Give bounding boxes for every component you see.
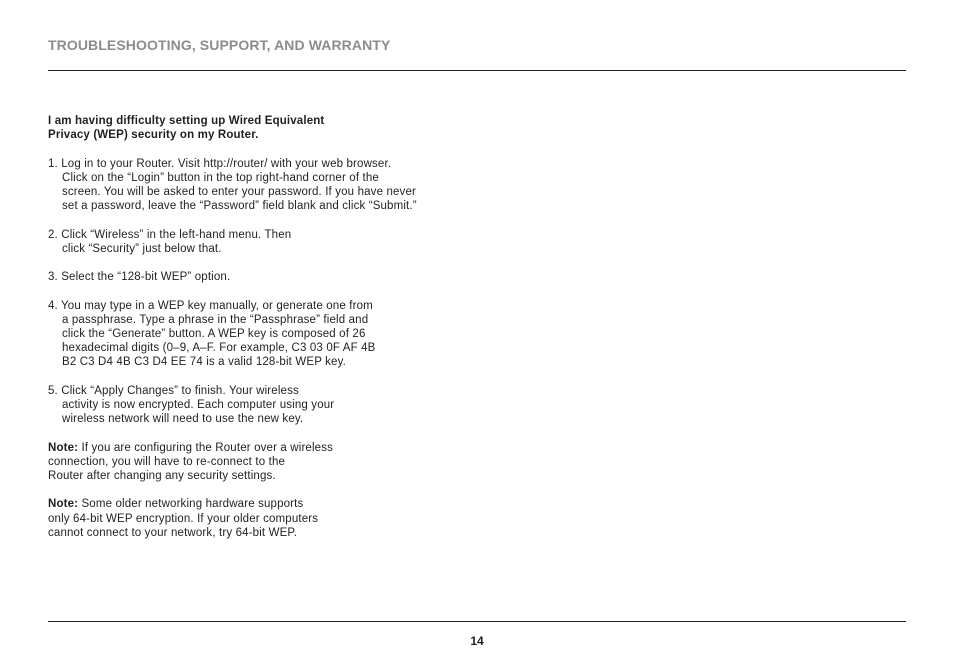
step-text: 3. Select the “128-bit WEP” option. <box>48 271 231 284</box>
step-item <box>48 270 488 284</box>
note-text: If you are configuring the Router over a wireless <box>78 441 334 454</box>
faq-question <box>48 114 488 142</box>
step-item <box>48 299 488 370</box>
note-line <box>48 497 488 511</box>
instruction-steps <box>48 157 488 427</box>
step-text: B2 C3 D4 4B C3 D4 EE 74 is a valid 128-bit WEP key. <box>62 356 346 369</box>
step-item <box>48 228 488 256</box>
step-text: set a password, leave the “Password” field blank and click “Submit.” <box>62 200 417 213</box>
note-line: cannot connect to your network, try 64-bit WEP. <box>48 526 298 539</box>
step-text: activity is now encrypted. Each computer using your <box>62 398 335 411</box>
step-text: 2. Click “Wireless” in the left-hand menu. Then <box>48 228 292 241</box>
step-text: screen. You will be asked to enter your password. If you have never <box>62 186 416 198</box>
note-line: only 64-bit WEP encryption. If your older computers <box>48 512 319 525</box>
step-text: 1. Log in to your Router. Visit http://router/ with your web browser. <box>48 157 392 170</box>
step-text: 4. You may type in a WEP key manually, or generate one from <box>48 299 373 312</box>
step-text: wireless network will need to use the new key. <box>62 413 304 426</box>
footer-divider <box>48 621 906 622</box>
page-number: 14 <box>470 634 484 648</box>
note-line: connection, you will have to re-connect to the <box>48 455 286 468</box>
note-line <box>48 441 488 455</box>
question-line: Privacy (WEP) security on my Router. <box>48 129 259 142</box>
step-text: hexadecimal digits (0–9, A–F. For example, C3 03 0F AF 4B <box>62 342 376 355</box>
step-text: click “Security” just below that. <box>62 242 222 255</box>
note-label: Note: <box>48 441 79 454</box>
step-item <box>48 384 488 427</box>
section-title: TROUBLESHOOTING, SUPPORT, AND WARRANTY <box>48 37 391 53</box>
step-text: a passphrase. Type a phrase in the “Passphrase” field and <box>62 313 369 326</box>
faq-content <box>48 114 488 554</box>
note-line: Router after changing any security settings. <box>48 469 276 482</box>
note-text: Some older networking hardware supports <box>78 498 304 511</box>
note-label: Note: <box>48 498 79 511</box>
question-line: I am having difficulty setting up Wired Equivalent <box>48 115 325 127</box>
header-divider <box>48 70 906 71</box>
note-paragraph <box>48 497 488 540</box>
step-item <box>48 157 488 214</box>
step-text: Click on the “Login” button in the top right-hand corner of the <box>62 171 379 184</box>
step-text: 5. Click “Apply Changes” to finish. Your wireless <box>48 384 299 397</box>
note-paragraph <box>48 441 488 484</box>
step-text: click the “Generate” button. A WEP key is composed of 26 <box>62 327 366 340</box>
